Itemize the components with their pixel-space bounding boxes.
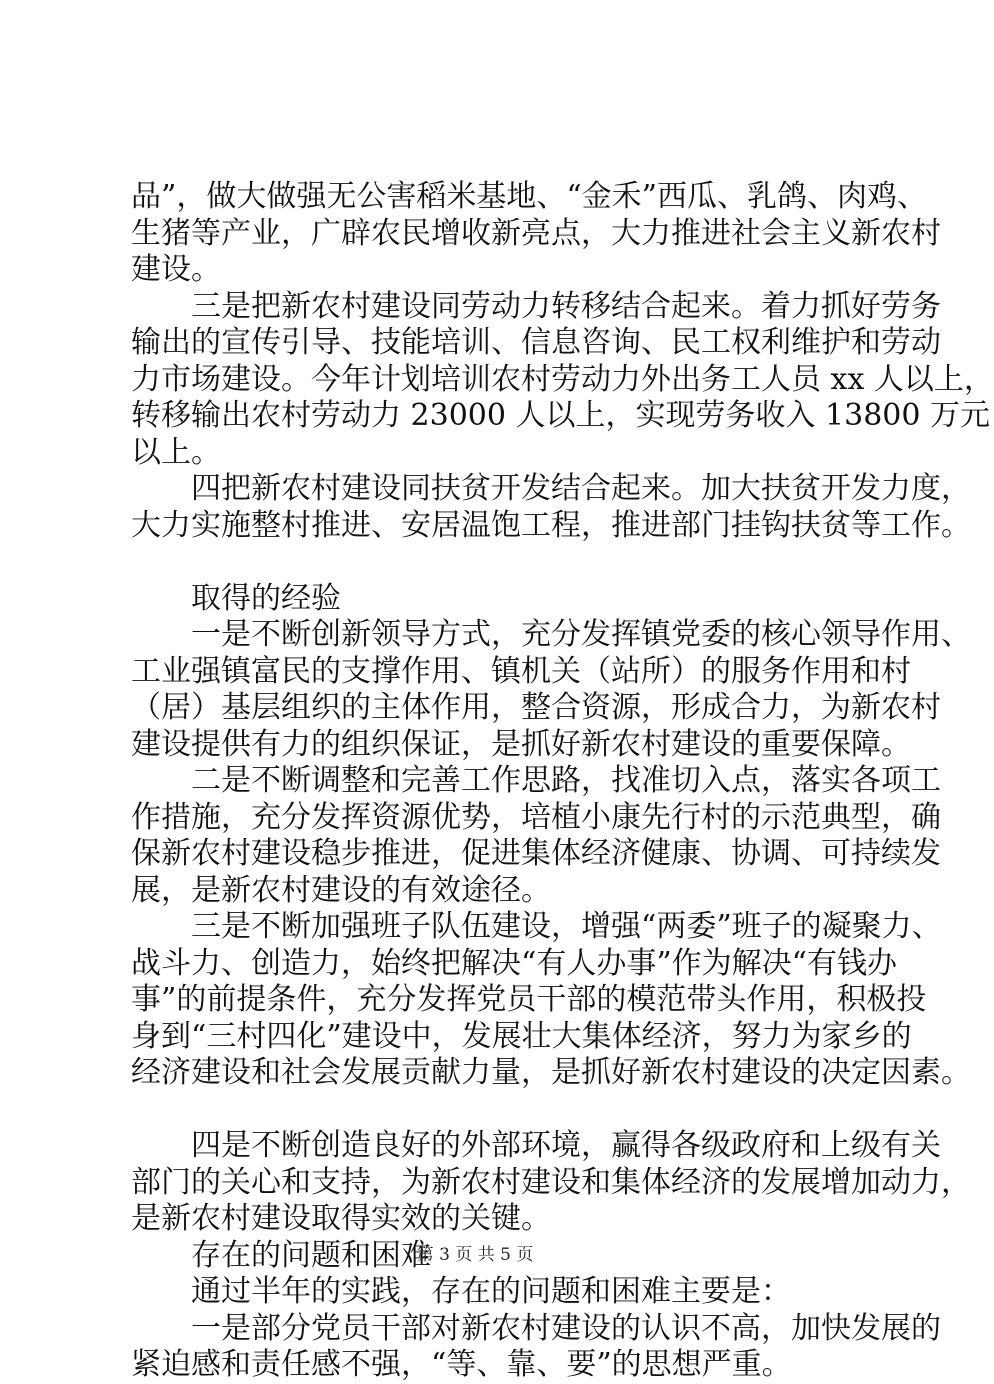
text-line: 取得的经验 [191, 580, 341, 616]
text-line: 部门的关心和支持，为新农村建设和集体经济的发展增加动力， [131, 1164, 971, 1200]
text-line: 品”，做大做强无公害稻米基地、“金禾”西瓜、乳鸽、肉鸡、 [131, 179, 928, 214]
text-line: 一是不断创新领导方式，充分发挥镇党委的核心领导作用、 [191, 617, 971, 652]
text-line: 一是部分党员干部对新农村建设的认识不高，加快发展的 [191, 1310, 941, 1346]
text-line: 力市场建设。今年计划培训农村劳动力外出务工人员 xx 人以上， [131, 361, 994, 397]
document-body [131, 179, 994, 1384]
text-line: 三是把新农村建设同劳动力转移结合起来。着力抓好劳务 [191, 288, 941, 324]
text-line: 事”的前提条件，充分发挥党员干部的模范带头作用，积极投 [131, 982, 927, 1017]
text-line: 转移输出农村劳动力 23000 人以上，实现劳务收入 13800 万元 [131, 398, 991, 433]
text-line: 四把新农村建设同扶贫开发结合起来。加大扶贫开发力度， [191, 471, 971, 506]
text-line: 通过半年的实践，存在的问题和困难主要是： [191, 1274, 791, 1309]
text-line: 大力实施整村推进、安居温饱工程，推进部门挂钩扶贫等工作。 [131, 507, 971, 543]
text-line: 四是不断创造良好的外部环境，赢得各级政府和上级有关 [191, 1128, 941, 1163]
text-line: 作措施，充分发挥资源优势，培植小康先行村的示范典型，确 [131, 799, 941, 835]
text-line: 建设。 [131, 252, 221, 287]
text-line: 存在的问题和困难 [191, 1237, 431, 1273]
blank-line [131, 1092, 851, 1129]
text-line: 战斗力、创造力，始终把解决“有人办事”作为解决“有钱办 [131, 945, 898, 981]
text-line: 展，是新农村建设的有效途径。 [131, 872, 551, 908]
text-line: 紧迫感和责任感不强，“等、靠、要”的思想严重。 [131, 1347, 792, 1382]
page-footer: 第 3 页 共 5 页 [416, 1245, 534, 1265]
blank-line [131, 544, 851, 581]
text-line: 是新农村建设取得实效的关键。 [131, 1201, 551, 1236]
text-line: 生猪等产业，广辟农民增收新亮点，大力推进社会主义新农村 [131, 215, 941, 251]
text-line: 经济建设和社会发展贡献力量，是抓好新农村建设的决定因素。 [131, 1055, 971, 1090]
text-line: 以上。 [131, 434, 221, 470]
text-line: 身到“三村四化”建设中，发展壮大集体经济，努力为家乡的 [131, 1018, 912, 1054]
text-line: 工业强镇富民的支撑作用、镇机关（站所）的服务作用和村 [131, 653, 911, 689]
text-line: 保新农村建设稳步推进，促进集体经济健康、协调、可持续发 [131, 836, 941, 871]
text-line: （居）基层组织的主体作用，整合资源，形成合力，为新农村 [131, 690, 941, 725]
text-line: 建设提供有力的组织保证，是抓好新农村建设的重要保障。 [131, 726, 911, 762]
text-line: 二是不断调整和完善工作思路，找准切入点，落实各项工 [191, 763, 941, 798]
text-line: 三是不断加强班子队伍建设，增强“两委”班子的凝聚力、 [191, 909, 942, 944]
text-line: 输出的宣传引导、技能培训、信息咨询、民工权利维护和劳动 [131, 325, 941, 360]
